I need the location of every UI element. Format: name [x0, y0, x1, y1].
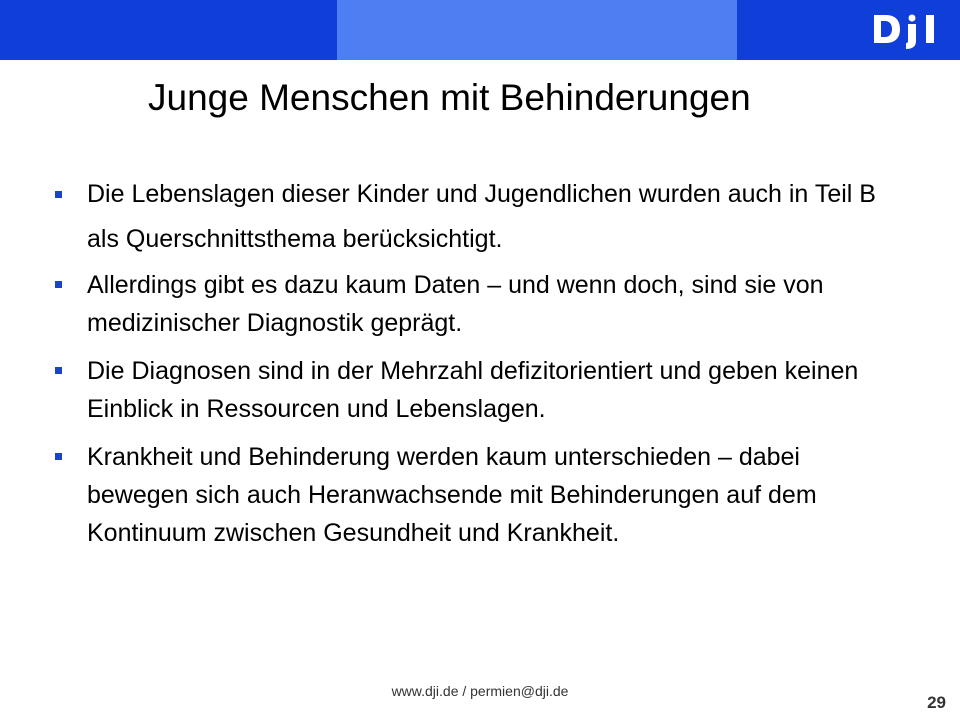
bullet-item	[47, 438, 907, 552]
bullet-item	[47, 172, 907, 262]
page-number: 29	[927, 693, 946, 712]
bullet-text: Krankheit und Behinderung werden kaum unterschieden – dabei bewegen sich auch Heranwachsende mit Behinderungen auf dem Kontinuum zwischen Gesundheit und Krankheit.	[87, 443, 817, 547]
header-bar-left	[0, 0, 337, 60]
slide-title: Junge Menschen mit Behinderungen	[148, 77, 751, 118]
square-bullet-icon	[55, 281, 62, 288]
bullet-item	[47, 266, 907, 342]
square-bullet-icon	[55, 453, 62, 460]
header-bar	[0, 0, 960, 60]
bullet-text: Die Lebenslagen dieser Kinder und Jugendlichen wurden auch in Teil B als Querschnittsthema berücksichtigt.	[87, 180, 876, 253]
bullet-text: Allerdings gibt es dazu kaum Daten – und wenn doch, sind sie von medizinischer Diagnostik geprägt.	[87, 271, 824, 337]
dji-logo	[872, 11, 944, 49]
bullet-text: Die Diagnosen sind in der Mehrzahl defizitorientiert und geben keinen Einblick in Ressourcen und Lebenslagen.	[87, 357, 859, 423]
square-bullet-icon	[55, 191, 62, 198]
bullet-list	[47, 172, 907, 562]
header-bar-middle	[337, 0, 737, 60]
square-bullet-icon	[55, 367, 62, 374]
footer-url[interactable]: www.dji.de / permien@dji.de	[391, 683, 569, 699]
bullet-item	[47, 352, 907, 428]
